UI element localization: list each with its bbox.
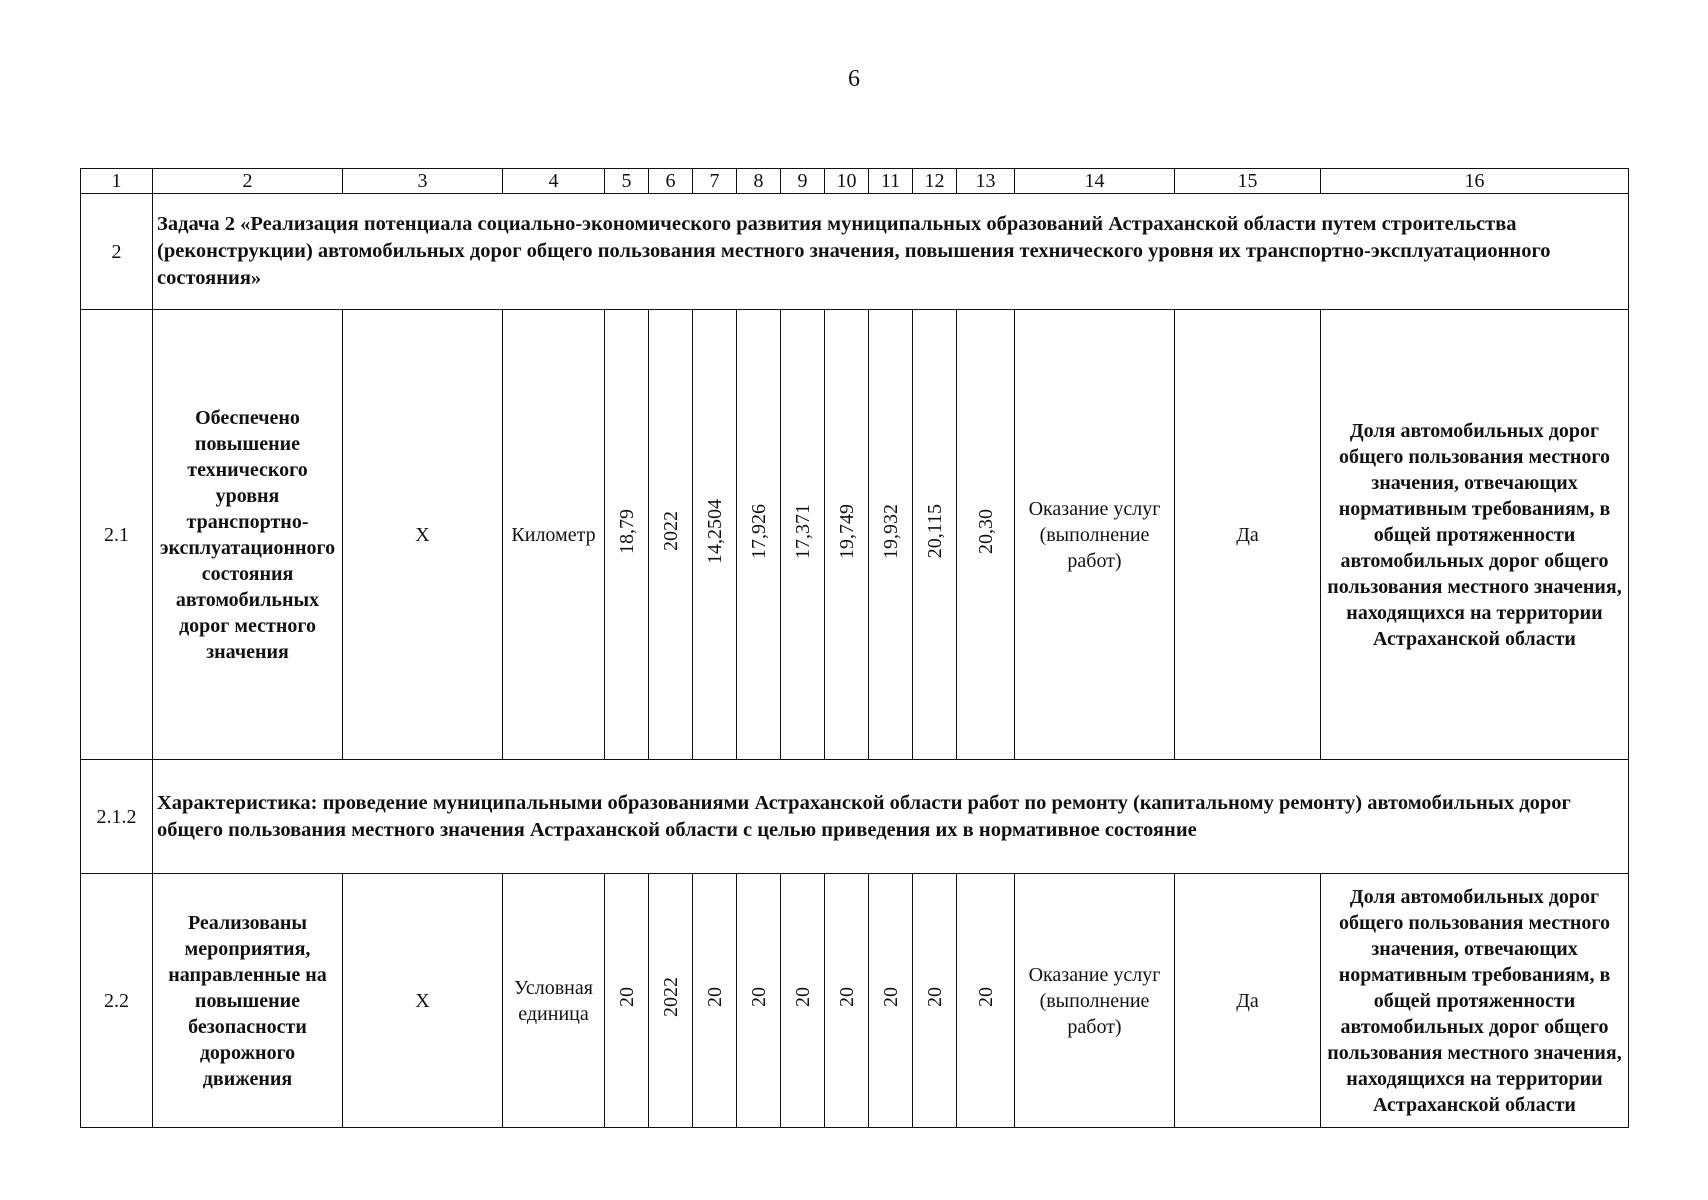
value-cell — [825, 874, 869, 1128]
value-cell — [605, 310, 649, 760]
value-cell — [693, 310, 737, 760]
result-name: Реализованы мероприятия, направленные на повышение безопасности дорожного движения — [153, 874, 343, 1128]
header-cell: 14 — [1015, 169, 1175, 194]
value-cell — [869, 310, 913, 760]
header-cell: 5 — [605, 169, 649, 194]
table-row-2-2 — [81, 874, 1629, 1128]
value-text: 18,79 — [615, 508, 638, 554]
value-cell — [605, 874, 649, 1128]
value-cell — [913, 310, 957, 760]
value-text: 20,115 — [923, 503, 946, 559]
flag-cell: Да — [1175, 874, 1321, 1128]
header-cell: 4 — [503, 169, 605, 194]
header-cell: 8 — [737, 169, 781, 194]
header-cell: 1 — [81, 169, 153, 194]
header-cell: 10 — [825, 169, 869, 194]
header-cell: 9 — [781, 169, 825, 194]
task-text: Задача 2 «Реализация потенциала социально-экономического развития муниципальных образований Астраханской области путем строительства (реконструкции) автомобильных дорог общего пользования местного значения, повышения технического уровня их транспортно-эксплуатационного состояния» — [153, 194, 1629, 310]
characteristic-number: 2.1.2 — [81, 760, 153, 874]
value-cell — [737, 874, 781, 1128]
value-cell — [693, 874, 737, 1128]
flag-cell: Да — [1175, 310, 1321, 760]
unit-cell: Условная единица — [503, 874, 605, 1128]
value-text: 19,749 — [835, 503, 858, 559]
header-cell: 15 — [1175, 169, 1321, 194]
value-cell — [649, 874, 693, 1128]
header-cell: 16 — [1321, 169, 1629, 194]
table-row-2-1 — [81, 310, 1629, 760]
header-row — [81, 169, 1629, 194]
value-text: 20 — [923, 987, 946, 1007]
value-text: 20 — [879, 987, 902, 1007]
value-cell — [737, 310, 781, 760]
value-cell — [649, 310, 693, 760]
value-text: 17,371 — [791, 503, 814, 559]
task-number: 2 — [81, 194, 153, 310]
header-cell: 2 — [153, 169, 343, 194]
characteristic-row — [81, 760, 1629, 874]
col3-value: Х — [343, 874, 503, 1128]
col3-value: Х — [343, 310, 503, 760]
page-number: 6 — [848, 66, 860, 92]
value-text: 14,2504 — [703, 498, 726, 564]
value-cell — [781, 874, 825, 1128]
value-text: 2022 — [659, 511, 682, 551]
characteristic-text: Характеристика: проведение муниципальными образованиями Астраханской области работ по ремонту (капитальному ремонту) автомобильных дорог общего пользования местного значения Астраханской области с целью приведения их в нормативное состояние — [153, 760, 1629, 874]
task-row — [81, 194, 1629, 310]
service-type: Оказание услуг (выполнение работ) — [1015, 310, 1175, 760]
value-cell — [781, 310, 825, 760]
value-text: 20,30 — [974, 508, 997, 554]
indicator-cell: Доля автомобильных дорог общего пользования местного значения, отвечающих нормативным требованиям, в общей протяженности автомобильных дорог общего пользования местного значения, находящихся на территории Астраханской области — [1321, 874, 1629, 1128]
unit-cell: Километр — [503, 310, 605, 760]
value-text: 20 — [703, 987, 726, 1007]
row-number: 2.2 — [81, 874, 153, 1128]
result-name: Обеспечено повышение технического уровня транспортно-эксплуатационного состояния автомобильных дорог местного значения — [153, 310, 343, 760]
value-text: 20 — [615, 987, 638, 1007]
row-number: 2.1 — [81, 310, 153, 760]
header-cell: 11 — [869, 169, 913, 194]
value-text: 2022 — [659, 977, 682, 1017]
service-type: Оказание услуг (выполнение работ) — [1015, 874, 1175, 1128]
value-cell — [957, 874, 1015, 1128]
plan-table — [80, 168, 1629, 1128]
value-text: 20 — [835, 987, 858, 1007]
header-cell: 13 — [957, 169, 1015, 194]
value-text: 20 — [974, 987, 997, 1007]
value-text: 17,926 — [747, 503, 770, 559]
value-text: 19,932 — [879, 503, 902, 559]
value-cell — [913, 874, 957, 1128]
value-text: 20 — [747, 987, 770, 1007]
value-cell — [869, 874, 913, 1128]
header-cell: 3 — [343, 169, 503, 194]
value-cell — [957, 310, 1015, 760]
indicator-cell: Доля автомобильных дорог общего пользования местного значения, отвечающих нормативным требованиям, в общей протяженности автомобильных дорог общего пользования местного значения, находящихся на территории Астраханской области — [1321, 310, 1629, 760]
header-cell: 12 — [913, 169, 957, 194]
value-text: 20 — [791, 987, 814, 1007]
header-cell: 6 — [649, 169, 693, 194]
header-cell: 7 — [693, 169, 737, 194]
value-cell — [825, 310, 869, 760]
